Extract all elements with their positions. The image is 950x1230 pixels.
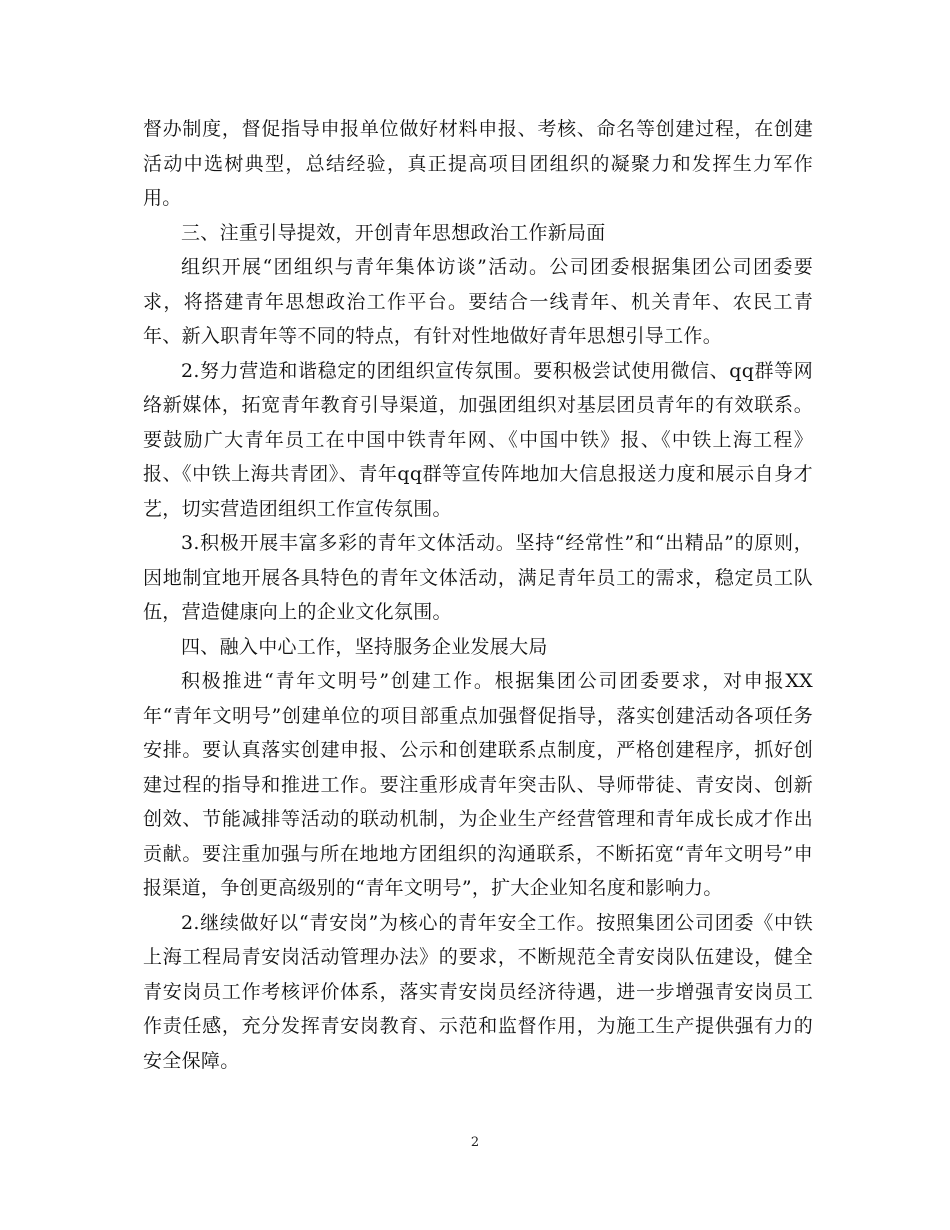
page-number: 2 — [470, 1135, 480, 1150]
document-body — [143, 112, 813, 1078]
paragraph-7: 积极推进“青年文明号”创建工作。根据集团公司团委要求，对申报XX年“青年文明号”创建单位的项目部重点加强督促指导，落实创建活动各项任务安排。要认真落实创建申报、公示和创建联系点制度，严格创建程序，抓好创建过程的指导和推进工作。要注重形成青年突击队、导师带徒、青安岗、创新创效、节能减排等活动的联动机制，为企业生产经营管理和青年成长成才作出贡献。要注重加强与所在地地方团组织的沟通联系，不断拓宽“青年文明号”申报渠道，争创更高级别的“青年文明号”，扩大企业知名度和影响力。 — [143, 670, 813, 899]
paragraph-3: 组织开展“团组织与青年集体访谈”活动。公司团委根据集团公司团委要求，将搭建青年思想政治工作平台。要结合一线青年、机关青年、农民工青年、新入职青年等不同的特点，有针对性地做好青年思想引导工作。 — [143, 256, 813, 347]
paragraph-8: 2.继续做好以“青安岗”为核心的青年安全工作。按照集团公司团委《中铁上海工程局青安岗活动管理办法》的要求，不断规范全青安岗队伍建设，健全青安岗员工作考核评价体系，落实青安岗员经济待遇，进一步增强青安岗员工作责任感，充分发挥青安岗教育、示范和监督作用，为施工生产提供强有力的安全保障。 — [143, 911, 813, 1072]
paragraph-5: 3.积极开展丰富多彩的青年文体活动。坚持“经常性”和“出精品”的原则，因地制宜地开展各具特色的青年文体活动，满足青年员工的需求，稳定员工队伍，营造健康向上的企业文化氛围。 — [143, 532, 813, 623]
paragraph-4: 2.努力营造和谐稳定的团组织宣传氛围。要积极尝试使用微信、qq群等网络新媒体，拓宽青年教育引导渠道，加强团组织对基层团员青年的有效联系。要鼓励广大青年员工在中国中铁青年网、《中国中铁》报、《中铁上海工程》报、《中铁上海共青团》、青年qq群等宣传阵地加大信息报送力度和展示自身才艺，切实营造团组织工作宣传氛围。 — [143, 359, 813, 520]
section-heading-4: 四、融入中心工作，坚持服务企业发展大局 — [181, 635, 548, 658]
paragraph-1: 督办制度，督促指导申报单位做好材料申报、考核、命名等创建过程，在创建活动中选树典型，总结经验，真正提高项目团组织的凝聚力和发挥生力军作用。 — [143, 118, 813, 209]
section-heading-3: 三、注重引导提效，开创青年思想政治工作新局面 — [181, 221, 606, 244]
